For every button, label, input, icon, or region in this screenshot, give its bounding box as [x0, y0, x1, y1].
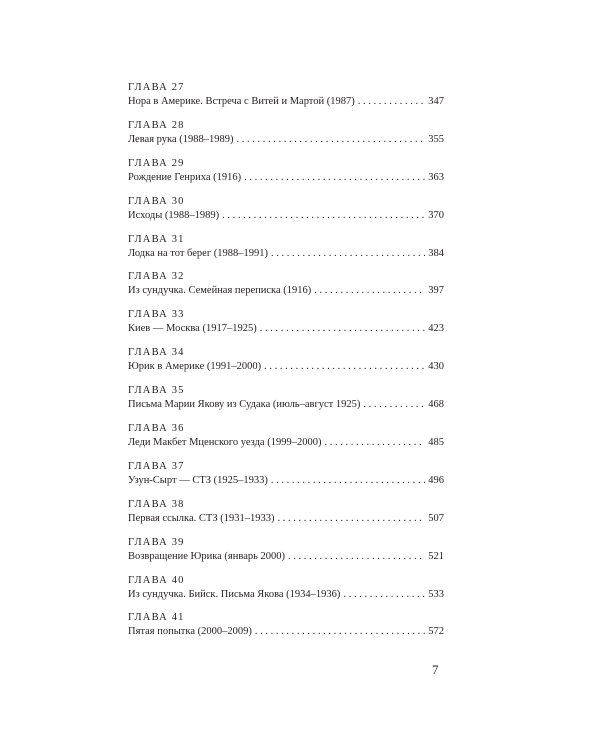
- chapter-label: ГЛАВА 29: [128, 157, 185, 169]
- dot-leader: [271, 474, 425, 487]
- toc-entry: [128, 234, 444, 272]
- table-of-contents: [128, 82, 444, 650]
- chapter-title: Лодка на тот берег (1988–1991): [128, 247, 269, 259]
- chapter-page-number: 355: [428, 133, 444, 145]
- dot-leader: [264, 360, 425, 373]
- chapter-title: Рождение Генриха (1916): [128, 171, 242, 183]
- chapter-label: ГЛАВА 38: [128, 498, 185, 510]
- chapter-page-number: 370: [428, 209, 444, 221]
- toc-entry: [128, 499, 444, 537]
- chapter-label: ГЛАВА 30: [128, 195, 185, 207]
- dot-leader: [244, 171, 425, 184]
- dot-leader: [255, 625, 425, 638]
- chapter-title-line: [128, 550, 444, 563]
- chapter-title-line: [128, 360, 444, 373]
- chapter-label: ГЛАВА 40: [128, 574, 185, 586]
- chapter-page-number: 347: [428, 96, 444, 107]
- chapter-title-line: [128, 436, 444, 449]
- chapter-page-number: 507: [428, 512, 444, 524]
- chapter-title-line: [128, 588, 444, 601]
- chapter-label: ГЛАВА 36: [128, 423, 185, 435]
- chapter-title: Левая рука (1988–1989): [128, 133, 234, 145]
- chapter-page-number: 363: [428, 171, 444, 183]
- chapter-label: ГЛАВА 31: [128, 233, 185, 245]
- toc-entry: [128, 309, 444, 347]
- chapter-title-line: [128, 133, 444, 146]
- dot-leader: [260, 322, 426, 335]
- chapter-page-number: 430: [428, 361, 444, 373]
- chapter-label: ГЛАВА 37: [128, 460, 185, 472]
- dot-leader: [236, 133, 425, 146]
- chapter-page-number: 521: [428, 550, 444, 562]
- chapter-title: Леди Макбет Мценского уезда (1999–2000): [128, 437, 322, 449]
- dot-leader: [277, 512, 425, 525]
- toc-entry: [128, 612, 444, 650]
- toc-entry: [128, 158, 444, 196]
- toc-entry: [128, 385, 444, 423]
- toc-entry: [128, 423, 444, 461]
- chapter-page-number: 572: [428, 626, 444, 638]
- page-number: 7: [432, 662, 439, 677]
- dot-leader: [343, 588, 425, 601]
- chapter-title: Исходы (1988–1989): [128, 209, 220, 221]
- chapter-title: Письма Марии Якову из Судака (июль–август 1925): [128, 399, 361, 411]
- chapter-label: ГЛАВА 28: [128, 119, 185, 131]
- chapter-title-line: [128, 398, 444, 411]
- dot-leader: [358, 95, 426, 108]
- chapter-page-number: 468: [428, 399, 444, 411]
- chapter-page-number: 384: [428, 247, 444, 259]
- chapter-title-line: [128, 284, 444, 297]
- chapter-page-number: 423: [428, 323, 444, 335]
- chapter-title: Первая ссылка. СТЗ (1931–1933): [128, 512, 275, 524]
- chapter-title-line: [128, 625, 444, 638]
- chapter-title: Из сундучка. Семейная переписка (1916): [128, 285, 312, 297]
- toc-entry: [128, 347, 444, 385]
- chapter-label: ГЛАВА 32: [128, 271, 185, 283]
- chapter-page-number: 397: [428, 285, 444, 297]
- toc-entry: [128, 461, 444, 499]
- chapter-label: ГЛАВА 35: [128, 385, 185, 397]
- chapter-title-line: [128, 95, 444, 108]
- toc-entry: [128, 575, 444, 613]
- toc-entry: [128, 537, 444, 575]
- chapter-page-number: 533: [428, 588, 444, 600]
- chapter-label: ГЛАВА 27: [128, 82, 185, 93]
- dot-leader: [363, 398, 425, 411]
- chapter-title: Узун-Сырт — СТЗ (1925–1933): [128, 474, 268, 486]
- dot-leader: [324, 436, 425, 449]
- chapter-title: Юрик в Америке (1991–2000): [128, 361, 262, 373]
- chapter-title-line: [128, 209, 444, 222]
- chapter-label: ГЛАВА 34: [128, 347, 185, 359]
- toc-entry: [128, 82, 444, 120]
- chapter-title-line: [128, 247, 444, 260]
- dot-leader: [314, 284, 425, 297]
- chapter-title-line: [128, 171, 444, 184]
- chapter-label: ГЛАВА 39: [128, 536, 185, 548]
- chapter-title: Пятая попытка (2000–2009): [128, 626, 252, 638]
- toc-entry: [128, 271, 444, 309]
- chapter-title: Нора в Америке. Встреча с Витей и Мартой (1987): [128, 96, 355, 107]
- toc-entry: [128, 120, 444, 158]
- chapter-label: ГЛАВА 33: [128, 309, 185, 321]
- chapter-title-line: [128, 322, 444, 335]
- chapter-label: ГЛАВА 41: [128, 612, 185, 624]
- chapter-title: Возвращение Юрика (январь 2000): [128, 550, 286, 562]
- chapter-page-number: 496: [428, 474, 444, 486]
- chapter-title-line: [128, 474, 444, 487]
- chapter-page-number: 485: [428, 437, 444, 449]
- dot-leader: [222, 209, 425, 222]
- dot-leader: [288, 550, 425, 563]
- chapter-title: Из сундучка. Бийск. Письма Якова (1934–1936): [128, 588, 341, 600]
- dot-leader: [271, 247, 425, 260]
- chapter-title: Киев — Москва (1917–1925): [128, 323, 257, 335]
- chapter-title-line: [128, 512, 444, 525]
- toc-entry: [128, 196, 444, 234]
